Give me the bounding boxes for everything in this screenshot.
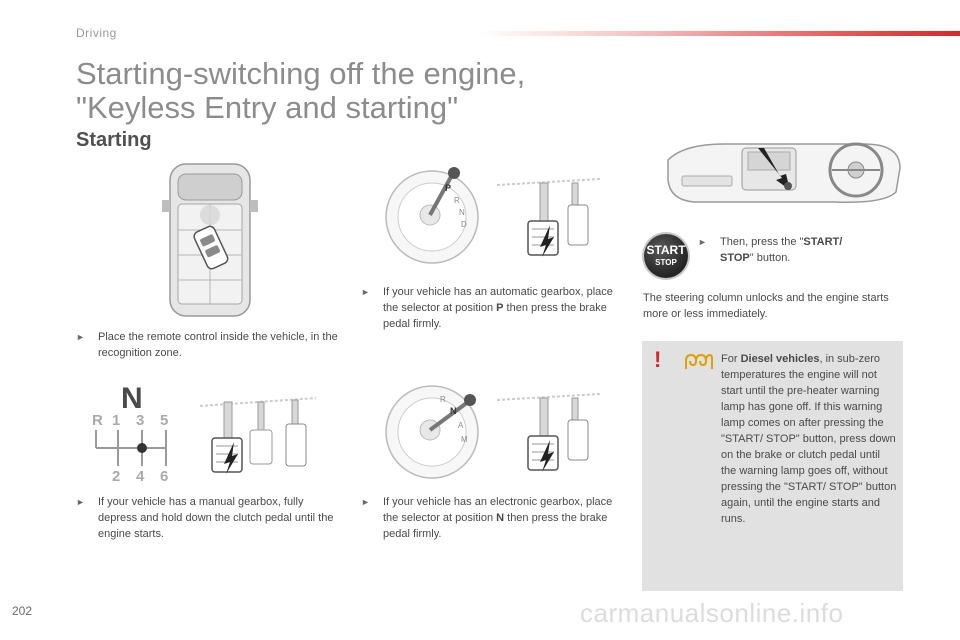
arrow-bullet-icon: ► bbox=[76, 332, 85, 342]
gear-1: 1 bbox=[112, 412, 121, 429]
press-text-bold: START/ STOP bbox=[720, 236, 843, 264]
note-prefix: For bbox=[721, 353, 741, 365]
selector-label-m: M bbox=[461, 435, 468, 444]
step-press-start-stop bbox=[698, 234, 868, 270]
warning-icon: ! bbox=[654, 347, 662, 372]
electronic-text-pre: If your vehicle has an electronic gearbox, place the selector at position bbox=[383, 496, 613, 524]
title-line-1: Starting-switching off the engine, bbox=[76, 56, 526, 91]
gear-3: 3 bbox=[136, 412, 145, 429]
diesel-note-box bbox=[642, 341, 903, 591]
note-bold: Diesel vehicles bbox=[740, 353, 820, 365]
selector-label-n: N bbox=[459, 208, 465, 217]
start-label: START bbox=[646, 243, 686, 257]
dashboard-illustration bbox=[664, 140, 904, 210]
gear-selected-label: N bbox=[121, 382, 143, 415]
header-rule bbox=[478, 31, 960, 36]
automatic-position: P bbox=[496, 302, 504, 314]
watermark: carmanualsonline.info bbox=[580, 598, 844, 628]
page-title bbox=[76, 57, 636, 125]
van-top-view-illustration bbox=[160, 160, 260, 320]
automatic-text-post: then press the brake pedal firmly. bbox=[383, 302, 607, 330]
arrow-bullet-icon: ► bbox=[361, 287, 370, 297]
arrow-bullet-icon: ► bbox=[698, 237, 707, 247]
selector-label-d: D bbox=[461, 220, 467, 229]
gear-4: 4 bbox=[136, 468, 145, 485]
section-label: Driving bbox=[76, 26, 117, 40]
title-line-2: "Keyless Entry and starting" bbox=[76, 90, 459, 125]
start-stop-button-icon bbox=[644, 234, 688, 278]
arrow-bullet-icon: ► bbox=[76, 497, 85, 507]
automatic-selector-illustration bbox=[372, 165, 612, 265]
step-manual-gearbox: ► If your vehicle has a manual gearbox, fully depress and hold down the clutch pedal until the engine starts. bbox=[76, 496, 334, 540]
section-subtitle: Starting bbox=[76, 129, 152, 151]
note-body: , in sub-zero temperatures the engine will not start until the pre-heater warning lamp has gone off. If this warning lamp comes on after pressing the "START/ STOP" button, press down on the brake or clutch pedal until the warning lamp goes off, without pressing the "START/ STOP" button again, until the engine starts and runs. bbox=[721, 353, 897, 525]
gear-6: 6 bbox=[160, 468, 169, 485]
selector-label-r: R bbox=[454, 196, 460, 205]
gear-5: 5 bbox=[160, 412, 169, 429]
diesel-note-text bbox=[721, 351, 897, 527]
electronic-selector-illustration bbox=[372, 380, 612, 480]
electronic-text-post: then press the brake pedal firmly. bbox=[383, 512, 608, 540]
press-text-post: " button. bbox=[749, 252, 791, 264]
stop-label: STOP bbox=[655, 258, 677, 267]
result-text: The steering column unlocks and the engine starts more or less immediately. bbox=[643, 292, 889, 320]
step-electronic-gearbox bbox=[361, 494, 616, 544]
step-automatic-gearbox bbox=[361, 284, 616, 332]
selector-label-a: A bbox=[458, 421, 464, 430]
gear-r: R bbox=[92, 412, 103, 429]
gear-2: 2 bbox=[112, 468, 121, 485]
automatic-text-pre: If your vehicle has an automatic gearbox, place the selector at position bbox=[383, 286, 613, 314]
page-number: 202 bbox=[12, 604, 33, 618]
selector-label-p: P bbox=[445, 183, 452, 193]
manual-gearbox-illustration bbox=[88, 378, 328, 488]
preheater-coil-icon bbox=[684, 353, 714, 371]
arrow-bullet-icon: ► bbox=[361, 497, 370, 507]
selector-label-r: R bbox=[440, 395, 446, 404]
electronic-position: N bbox=[496, 512, 505, 524]
selector-label-n: N bbox=[450, 406, 457, 416]
step-remote-inside: ► Place the remote control inside the vehicle, in the recognition zone. bbox=[76, 331, 338, 359]
press-text-pre: Then, press the " bbox=[720, 236, 804, 248]
